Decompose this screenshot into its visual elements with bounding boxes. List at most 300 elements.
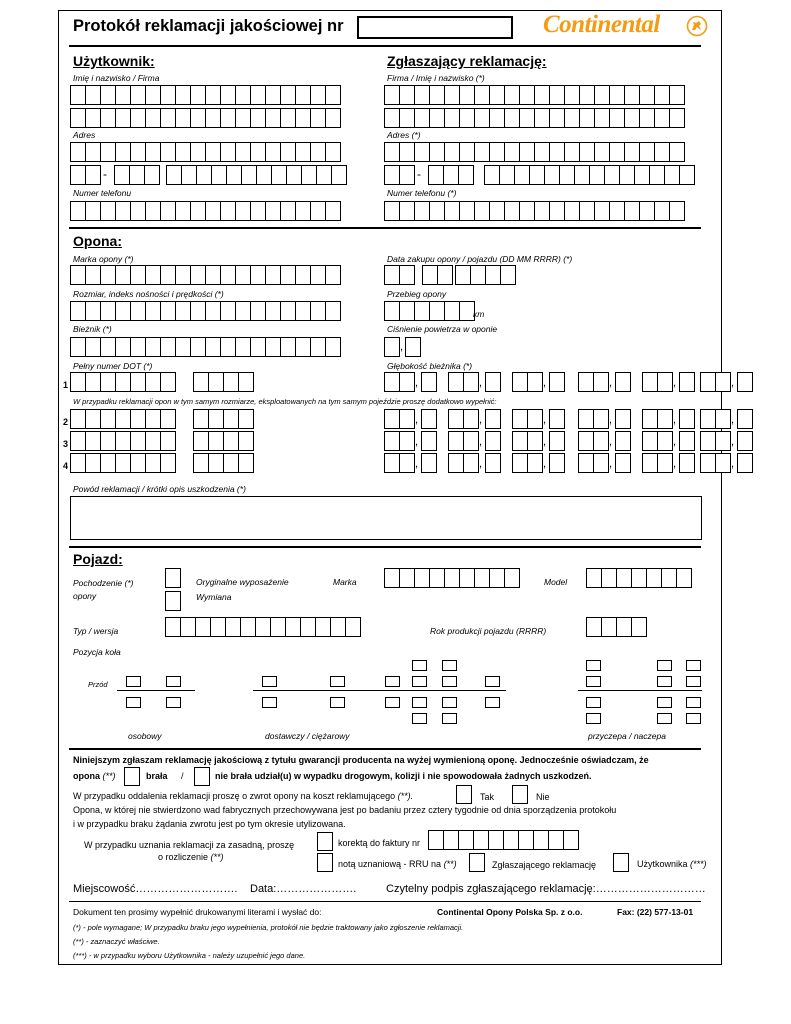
- depth-dec-cell[interactable]: [549, 453, 564, 473]
- char-cell[interactable]: [280, 142, 296, 162]
- char-cell[interactable]: [160, 85, 176, 105]
- char-cell[interactable]: [145, 108, 161, 128]
- char-cell[interactable]: [114, 165, 130, 185]
- char-cell[interactable]: [669, 201, 685, 221]
- trailer-checkbox[interactable]: [586, 660, 601, 671]
- char-cell[interactable]: [579, 108, 595, 128]
- char-cell[interactable]: [594, 85, 610, 105]
- char-cell[interactable]: [85, 301, 101, 321]
- char-cell[interactable]: [485, 265, 501, 285]
- char-cell[interactable]: [130, 337, 146, 357]
- char-cell[interactable]: [609, 108, 625, 128]
- truck-rear-checkbox[interactable]: [412, 676, 427, 687]
- char-cell[interactable]: [145, 372, 161, 392]
- user-postcode-a[interactable]: [70, 165, 100, 185]
- char-cell[interactable]: [145, 301, 161, 321]
- char-cell[interactable]: [601, 617, 617, 637]
- char-cell[interactable]: [129, 165, 145, 185]
- truck-rear-checkbox[interactable]: [412, 713, 427, 724]
- car-front-right-checkbox[interactable]: [166, 676, 181, 687]
- char-cell[interactable]: [235, 265, 251, 285]
- char-cell[interactable]: [593, 453, 609, 473]
- char-cell[interactable]: [615, 372, 631, 392]
- char-cell[interactable]: [85, 431, 101, 451]
- char-cell[interactable]: [130, 431, 146, 451]
- char-cell[interactable]: [399, 431, 415, 451]
- char-cell[interactable]: [474, 201, 490, 221]
- char-cell[interactable]: [325, 337, 341, 357]
- vehicle-make-field[interactable]: [384, 568, 519, 588]
- user-name-row2[interactable]: [70, 108, 340, 128]
- char-cell[interactable]: [265, 265, 281, 285]
- place-field[interactable]: Miejscowość……………………….: [73, 883, 238, 895]
- char-cell[interactable]: [564, 108, 580, 128]
- char-cell[interactable]: [208, 372, 224, 392]
- char-cell[interactable]: [210, 617, 226, 637]
- depth-int-cell[interactable]: [578, 372, 608, 392]
- char-cell[interactable]: [280, 201, 296, 221]
- char-cell[interactable]: [316, 165, 332, 185]
- char-cell[interactable]: [715, 431, 731, 451]
- char-cell[interactable]: [624, 142, 640, 162]
- char-cell[interactable]: [429, 85, 445, 105]
- depth-dec-cell[interactable]: [615, 409, 630, 429]
- depth-int-cell[interactable]: [642, 431, 672, 451]
- depth-int-cell[interactable]: [512, 409, 542, 429]
- char-cell[interactable]: [100, 201, 116, 221]
- depth-int-cell[interactable]: [448, 431, 478, 451]
- char-cell[interactable]: [444, 142, 460, 162]
- char-cell[interactable]: [459, 108, 475, 128]
- char-cell[interactable]: [115, 337, 131, 357]
- char-cell[interactable]: [421, 453, 437, 473]
- char-cell[interactable]: [384, 165, 400, 185]
- char-cell[interactable]: [384, 201, 400, 221]
- truck-front-left-checkbox[interactable]: [262, 676, 277, 687]
- char-cell[interactable]: [737, 431, 753, 451]
- char-cell[interactable]: [145, 453, 161, 473]
- char-cell[interactable]: [564, 85, 580, 105]
- char-cell[interactable]: [205, 265, 221, 285]
- char-cell[interactable]: [578, 431, 594, 451]
- char-cell[interactable]: [250, 337, 266, 357]
- char-cell[interactable]: [70, 265, 86, 285]
- char-cell[interactable]: [190, 265, 206, 285]
- char-cell[interactable]: [384, 431, 400, 451]
- truck-rear-checkbox[interactable]: [442, 676, 457, 687]
- trailer-checkbox[interactable]: [686, 697, 701, 708]
- char-cell[interactable]: [130, 301, 146, 321]
- char-cell[interactable]: [286, 165, 302, 185]
- char-cell[interactable]: [448, 431, 464, 451]
- char-cell[interactable]: [489, 568, 505, 588]
- char-cell[interactable]: [345, 617, 361, 637]
- char-cell[interactable]: [223, 409, 239, 429]
- depth-dec-cell[interactable]: [549, 409, 564, 429]
- char-cell[interactable]: [85, 165, 101, 185]
- reporter-phone-field[interactable]: [384, 201, 684, 221]
- truck-front-left-checkbox[interactable]: [262, 697, 277, 708]
- vehicle-model-field[interactable]: [586, 568, 691, 588]
- char-cell[interactable]: [211, 165, 227, 185]
- char-cell[interactable]: [100, 108, 116, 128]
- char-cell[interactable]: [160, 431, 176, 451]
- tread-field[interactable]: [70, 337, 340, 357]
- char-cell[interactable]: [563, 830, 579, 850]
- char-cell[interactable]: [579, 201, 595, 221]
- char-cell[interactable]: [160, 201, 176, 221]
- char-cell[interactable]: [70, 301, 86, 321]
- depth-int-cell[interactable]: [512, 453, 542, 473]
- char-cell[interactable]: [160, 301, 176, 321]
- char-cell[interactable]: [160, 372, 176, 392]
- char-cell[interactable]: [485, 372, 501, 392]
- depth-dec-cell[interactable]: [549, 431, 564, 451]
- protocol-number-field[interactable]: [357, 16, 513, 39]
- char-cell[interactable]: [235, 301, 251, 321]
- char-cell[interactable]: [514, 165, 530, 185]
- char-cell[interactable]: [235, 201, 251, 221]
- char-cell[interactable]: [384, 142, 400, 162]
- depth-dec-cell[interactable]: [485, 431, 500, 451]
- char-cell[interactable]: [160, 409, 176, 429]
- char-cell[interactable]: [489, 201, 505, 221]
- char-cell[interactable]: [100, 85, 116, 105]
- char-cell[interactable]: [285, 617, 301, 637]
- char-cell[interactable]: [631, 617, 647, 637]
- char-cell[interactable]: [414, 108, 430, 128]
- char-cell[interactable]: [700, 409, 716, 429]
- char-cell[interactable]: [166, 165, 182, 185]
- char-cell[interactable]: [594, 201, 610, 221]
- char-cell[interactable]: [223, 372, 239, 392]
- car-rear-right-checkbox[interactable]: [166, 697, 181, 708]
- char-cell[interactable]: [527, 431, 543, 451]
- char-cell[interactable]: [225, 617, 241, 637]
- char-cell[interactable]: [280, 265, 296, 285]
- char-cell[interactable]: [144, 165, 160, 185]
- char-cell[interactable]: [226, 165, 242, 185]
- dot-row2-b[interactable]: [193, 409, 253, 429]
- char-cell[interactable]: [624, 108, 640, 128]
- dot-row3-b[interactable]: [193, 431, 253, 451]
- char-cell[interactable]: [195, 617, 211, 637]
- pressure-dec[interactable]: [405, 337, 420, 357]
- char-cell[interactable]: [437, 265, 453, 285]
- char-cell[interactable]: [330, 617, 346, 637]
- char-cell[interactable]: [85, 453, 101, 473]
- char-cell[interactable]: [70, 85, 86, 105]
- char-cell[interactable]: [639, 85, 655, 105]
- char-cell[interactable]: [559, 165, 575, 185]
- char-cell[interactable]: [193, 372, 209, 392]
- char-cell[interactable]: [455, 265, 471, 285]
- depth-dec-cell[interactable]: [615, 453, 630, 473]
- char-cell[interactable]: [474, 85, 490, 105]
- char-cell[interactable]: [646, 568, 662, 588]
- char-cell[interactable]: [205, 337, 221, 357]
- char-cell[interactable]: [85, 337, 101, 357]
- char-cell[interactable]: [473, 830, 489, 850]
- char-cell[interactable]: [238, 409, 254, 429]
- char-cell[interactable]: [100, 301, 116, 321]
- char-cell[interactable]: [145, 201, 161, 221]
- vehicle-year-field[interactable]: [586, 617, 646, 637]
- char-cell[interactable]: [615, 431, 631, 451]
- char-cell[interactable]: [100, 337, 116, 357]
- char-cell[interactable]: [384, 301, 400, 321]
- truck-front-right-checkbox[interactable]: [330, 676, 345, 687]
- char-cell[interactable]: [414, 142, 430, 162]
- char-cell[interactable]: [429, 108, 445, 128]
- took-part-checkbox[interactable]: [124, 767, 140, 786]
- char-cell[interactable]: [443, 165, 459, 185]
- char-cell[interactable]: [280, 301, 296, 321]
- char-cell[interactable]: [100, 265, 116, 285]
- truck-mid-checkbox[interactable]: [385, 697, 400, 708]
- depth-dec-cell[interactable]: [737, 453, 752, 473]
- char-cell[interactable]: [145, 265, 161, 285]
- char-cell[interactable]: [549, 431, 565, 451]
- char-cell[interactable]: [190, 142, 206, 162]
- depth-dec-cell[interactable]: [615, 431, 630, 451]
- char-cell[interactable]: [270, 617, 286, 637]
- vehicle-type-field[interactable]: [165, 617, 360, 637]
- char-cell[interactable]: [250, 265, 266, 285]
- char-cell[interactable]: [175, 301, 191, 321]
- char-cell[interactable]: [235, 337, 251, 357]
- char-cell[interactable]: [325, 85, 341, 105]
- char-cell[interactable]: [240, 617, 256, 637]
- char-cell[interactable]: [399, 165, 415, 185]
- depth-dec-cell[interactable]: [737, 431, 752, 451]
- char-cell[interactable]: [534, 142, 550, 162]
- char-cell[interactable]: [300, 617, 316, 637]
- char-cell[interactable]: [512, 372, 528, 392]
- char-cell[interactable]: [529, 165, 545, 185]
- char-cell[interactable]: [220, 201, 236, 221]
- char-cell[interactable]: [657, 409, 673, 429]
- char-cell[interactable]: [414, 301, 430, 321]
- char-cell[interactable]: [549, 85, 565, 105]
- dot-row1-a[interactable]: [70, 372, 175, 392]
- char-cell[interactable]: [399, 301, 415, 321]
- char-cell[interactable]: [489, 108, 505, 128]
- depth-dec-cell[interactable]: [679, 409, 694, 429]
- char-cell[interactable]: [295, 201, 311, 221]
- depth-int-cell[interactable]: [384, 409, 414, 429]
- char-cell[interactable]: [399, 85, 415, 105]
- char-cell[interactable]: [485, 431, 501, 451]
- char-cell[interactable]: [220, 108, 236, 128]
- char-cell[interactable]: [399, 372, 415, 392]
- char-cell[interactable]: [428, 830, 444, 850]
- char-cell[interactable]: [594, 108, 610, 128]
- char-cell[interactable]: [444, 301, 460, 321]
- depth-int-cell[interactable]: [578, 453, 608, 473]
- char-cell[interactable]: [604, 165, 620, 185]
- char-cell[interactable]: [489, 85, 505, 105]
- depth-dec-cell[interactable]: [421, 409, 436, 429]
- char-cell[interactable]: [85, 409, 101, 429]
- purchase-month[interactable]: [422, 265, 452, 285]
- char-cell[interactable]: [238, 431, 254, 451]
- char-cell[interactable]: [500, 265, 516, 285]
- char-cell[interactable]: [679, 409, 695, 429]
- char-cell[interactable]: [115, 201, 131, 221]
- trailer-checkbox[interactable]: [657, 697, 672, 708]
- signature-field[interactable]: Czytelny podpis zgłaszającego reklamację:…………………………: [386, 883, 706, 895]
- char-cell[interactable]: [669, 85, 685, 105]
- char-cell[interactable]: [589, 165, 605, 185]
- char-cell[interactable]: [594, 142, 610, 162]
- truck-rear-checkbox[interactable]: [412, 660, 427, 671]
- char-cell[interactable]: [549, 142, 565, 162]
- dot-row4-a[interactable]: [70, 453, 175, 473]
- char-cell[interactable]: [280, 85, 296, 105]
- char-cell[interactable]: [384, 568, 400, 588]
- char-cell[interactable]: [534, 108, 550, 128]
- reporter-name-row2[interactable]: [384, 108, 684, 128]
- char-cell[interactable]: [512, 431, 528, 451]
- date-field[interactable]: Data:………………….: [250, 883, 357, 895]
- char-cell[interactable]: [175, 108, 191, 128]
- char-cell[interactable]: [549, 201, 565, 221]
- char-cell[interactable]: [130, 453, 146, 473]
- depth-dec-cell[interactable]: [549, 372, 564, 392]
- car-front-left-checkbox[interactable]: [126, 676, 141, 687]
- char-cell[interactable]: [642, 431, 658, 451]
- char-cell[interactable]: [700, 372, 716, 392]
- trailer-checkbox[interactable]: [686, 713, 701, 724]
- char-cell[interactable]: [504, 108, 520, 128]
- char-cell[interactable]: [241, 165, 257, 185]
- char-cell[interactable]: [130, 265, 146, 285]
- char-cell[interactable]: [715, 453, 731, 473]
- char-cell[interactable]: [208, 431, 224, 451]
- char-cell[interactable]: [220, 337, 236, 357]
- char-cell[interactable]: [115, 142, 131, 162]
- char-cell[interactable]: [619, 165, 635, 185]
- char-cell[interactable]: [325, 108, 341, 128]
- char-cell[interactable]: [544, 165, 560, 185]
- char-cell[interactable]: [564, 201, 580, 221]
- char-cell[interactable]: [534, 201, 550, 221]
- char-cell[interactable]: [250, 301, 266, 321]
- char-cell[interactable]: [616, 568, 632, 588]
- char-cell[interactable]: [679, 431, 695, 451]
- depth-dec-cell[interactable]: [679, 431, 694, 451]
- char-cell[interactable]: [250, 201, 266, 221]
- char-cell[interactable]: [295, 301, 311, 321]
- char-cell[interactable]: [459, 568, 475, 588]
- depth-dec-cell[interactable]: [485, 409, 500, 429]
- char-cell[interactable]: [414, 201, 430, 221]
- char-cell[interactable]: [664, 165, 680, 185]
- char-cell[interactable]: [205, 142, 221, 162]
- char-cell[interactable]: [175, 142, 191, 162]
- char-cell[interactable]: [533, 830, 549, 850]
- char-cell[interactable]: [190, 108, 206, 128]
- char-cell[interactable]: [429, 301, 445, 321]
- depth-int-cell[interactable]: [642, 409, 672, 429]
- char-cell[interactable]: [130, 201, 146, 221]
- char-cell[interactable]: [609, 201, 625, 221]
- char-cell[interactable]: [235, 142, 251, 162]
- reason-textarea[interactable]: [70, 496, 702, 540]
- char-cell[interactable]: [331, 165, 347, 185]
- depth-dec-cell[interactable]: [421, 372, 436, 392]
- char-cell[interactable]: [578, 453, 594, 473]
- char-cell[interactable]: [220, 85, 236, 105]
- pressure-int[interactable]: [384, 337, 399, 357]
- char-cell[interactable]: [325, 201, 341, 221]
- char-cell[interactable]: [615, 409, 631, 429]
- char-cell[interactable]: [421, 431, 437, 451]
- char-cell[interactable]: [384, 453, 400, 473]
- char-cell[interactable]: [458, 165, 474, 185]
- depth-int-cell[interactable]: [448, 453, 478, 473]
- char-cell[interactable]: [484, 165, 500, 185]
- char-cell[interactable]: [280, 337, 296, 357]
- char-cell[interactable]: [238, 453, 254, 473]
- char-cell[interactable]: [504, 201, 520, 221]
- depth-dec-cell[interactable]: [679, 453, 694, 473]
- depth-int-cell[interactable]: [642, 372, 672, 392]
- char-cell[interactable]: [700, 453, 716, 473]
- char-cell[interactable]: [586, 568, 602, 588]
- char-cell[interactable]: [193, 431, 209, 451]
- char-cell[interactable]: [160, 108, 176, 128]
- depth-int-cell[interactable]: [512, 372, 542, 392]
- car-rear-left-checkbox[interactable]: [126, 697, 141, 708]
- char-cell[interactable]: [715, 372, 731, 392]
- char-cell[interactable]: [429, 201, 445, 221]
- depth-dec-cell[interactable]: [737, 409, 752, 429]
- char-cell[interactable]: [399, 265, 415, 285]
- truck-rear-checkbox[interactable]: [412, 697, 427, 708]
- return-no-checkbox[interactable]: [512, 785, 528, 804]
- tyre-brand-field[interactable]: [70, 265, 340, 285]
- char-cell[interactable]: [295, 265, 311, 285]
- trailer-checkbox[interactable]: [586, 697, 601, 708]
- char-cell[interactable]: [70, 165, 86, 185]
- char-cell[interactable]: [459, 85, 475, 105]
- char-cell[interactable]: [165, 617, 181, 637]
- char-cell[interactable]: [448, 409, 464, 429]
- char-cell[interactable]: [669, 142, 685, 162]
- reporter-city[interactable]: [484, 165, 694, 185]
- char-cell[interactable]: [654, 142, 670, 162]
- char-cell[interactable]: [527, 409, 543, 429]
- char-cell[interactable]: [205, 108, 221, 128]
- char-cell[interactable]: [463, 372, 479, 392]
- char-cell[interactable]: [180, 617, 196, 637]
- char-cell[interactable]: [145, 142, 161, 162]
- depth-dec-cell[interactable]: [421, 431, 436, 451]
- char-cell[interactable]: [669, 108, 685, 128]
- depth-dec-cell[interactable]: [679, 372, 694, 392]
- char-cell[interactable]: [238, 372, 254, 392]
- char-cell[interactable]: [519, 142, 535, 162]
- char-cell[interactable]: [564, 142, 580, 162]
- char-cell[interactable]: [115, 301, 131, 321]
- char-cell[interactable]: [549, 372, 565, 392]
- char-cell[interactable]: [642, 453, 658, 473]
- char-cell[interactable]: [220, 265, 236, 285]
- char-cell[interactable]: [485, 453, 501, 473]
- char-cell[interactable]: [265, 337, 281, 357]
